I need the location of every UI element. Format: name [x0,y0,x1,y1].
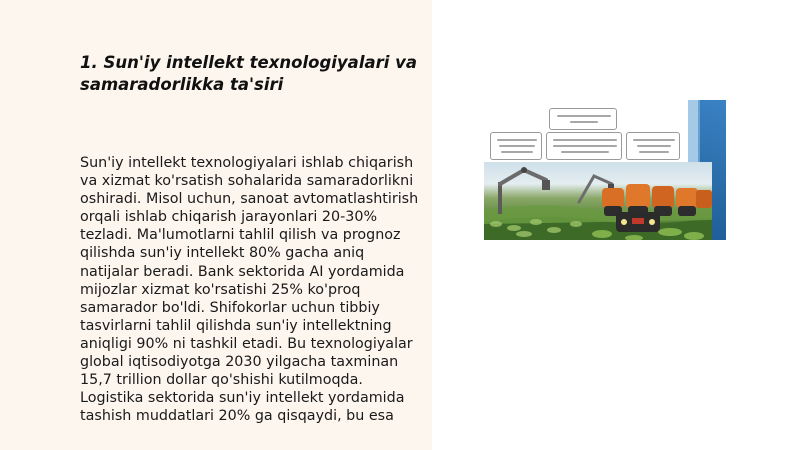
diagram-text-line [501,151,533,153]
diagram-text-line [553,145,617,147]
field-robots-graphic [484,162,712,240]
diagram-text-line [499,145,535,147]
diagram-center-box [546,132,622,160]
diagram-top-box [549,108,617,130]
diagram-text-line [633,139,675,141]
field-robots-photo [484,162,712,240]
slide-title: 1. Sun'iy intellekt texnologiyalari va samaradorlikka ta'siri [80,53,418,94]
diagram-text-line [557,115,611,117]
diagram-right-box [626,132,680,160]
diagram-text-line [553,139,617,141]
slide-body-text: Sun'iy intellekt texnologiyalari ishlab chiqarish va xizmat ko'rsatish sohalarida samaradorlikni oshiradi. Misol uchun, sanoat avtomatlashtirish orqali ishlab chiqarish jarayonlari 20-30% tezladi. Ma'lumotlarni tahlil qilish va prognoz qilishda sun'iy intellekt 80% gacha aniq natijalar beradi. Bank sektorida AI yordamida mijozlar xizmat ko'rsatishi 25% ko'proq samarador bo'ldi. Shifokorlar uchun tibbiy tasvirlarni tahlil qilishda sun'iy intellektning aniqligi 90% ni tashkil etadi. Bu texnologiyalar global iqtisodiyotga 2030 yilgacha taxminan 15,7 trillion dollar qo'shishi kutilmoqda. Logistika sektorida sun'iy intellekt yordamida tashish muddatlari 20% ga qisqaydi, bu esa [80,155,419,425]
ai-agriculture-illustration [476,100,726,240]
diagram-text-line [497,139,537,141]
diagram-left-box [490,132,542,160]
diagram-text-line [570,121,598,123]
diagram-text-line [637,145,671,147]
diagram-text-line [639,151,669,153]
diagram-text-line [561,151,609,153]
